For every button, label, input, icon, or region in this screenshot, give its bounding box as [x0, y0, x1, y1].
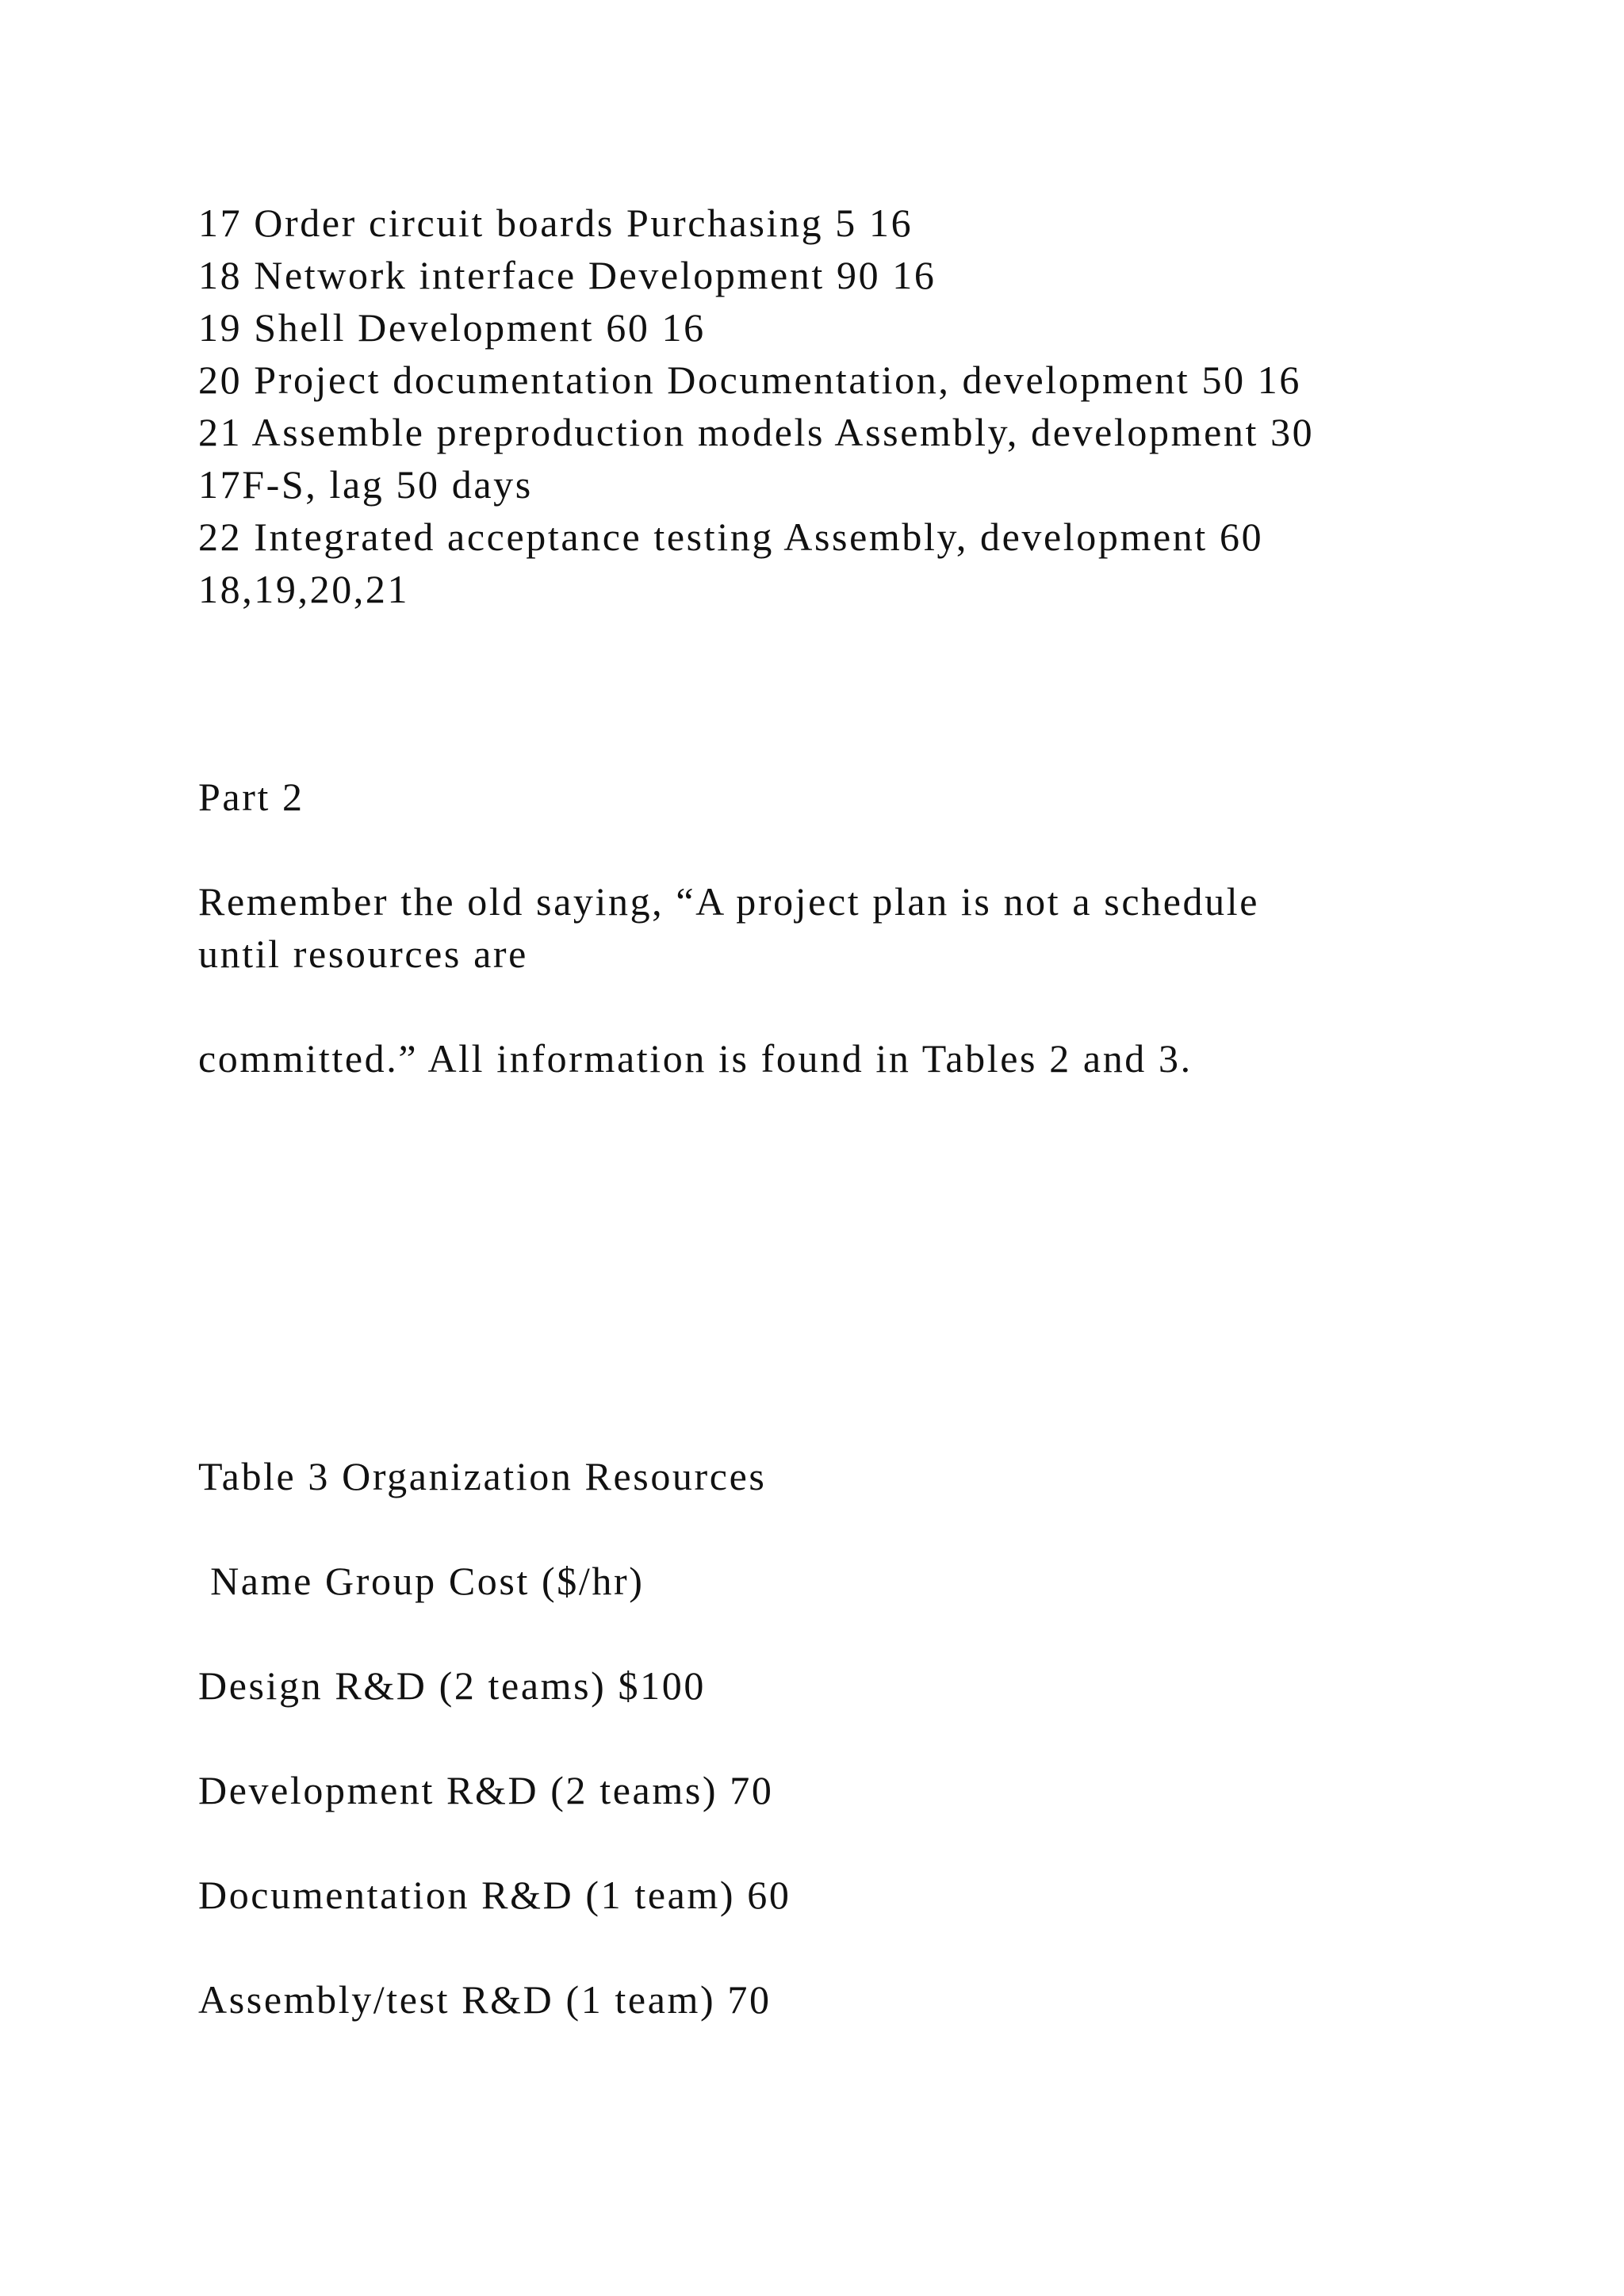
task-line-18: 18 Network interface Development 90 16	[198, 253, 936, 297]
table3-row-design: Design R&D (2 teams) $100	[198, 1663, 706, 1708]
table3-header: Name Group Cost ($/hr)	[198, 1559, 645, 1603]
part2-heading: Part 2	[198, 775, 304, 819]
task-line-19: 19 Shell Development 60 16	[198, 305, 706, 350]
table3-title: Table 3 Organization Resources	[198, 1454, 767, 1498]
task-line-20: 20 Project documentation Documentation, development 50 16	[198, 358, 1301, 402]
table3-row-development: Development R&D (2 teams) 70	[198, 1768, 774, 1812]
part2-paragraph-line3: committed.” All information is found in Tables 2 and 3.	[198, 1036, 1193, 1081]
task-line-22: 22 Integrated acceptance testing Assembly, development 60	[198, 515, 1264, 559]
part2-paragraph-line2: until resources are	[198, 932, 528, 976]
task-line-21-continued: 17F-S, lag 50 days	[198, 462, 533, 507]
task-line-21: 21 Assemble preproduction models Assembly, development 30	[198, 410, 1315, 454]
table3-row-assembly-test: Assembly/test R&D (1 team) 70	[198, 1977, 772, 2022]
part2-paragraph-line1: Remember the old saying, “A project plan is not a schedule	[198, 879, 1259, 924]
table3-row-documentation: Documentation R&D (1 team) 60	[198, 1873, 791, 1917]
task-line-17: 17 Order circuit boards Purchasing 5 16	[198, 201, 914, 245]
task-line-22-continued: 18,19,20,21	[198, 567, 410, 611]
